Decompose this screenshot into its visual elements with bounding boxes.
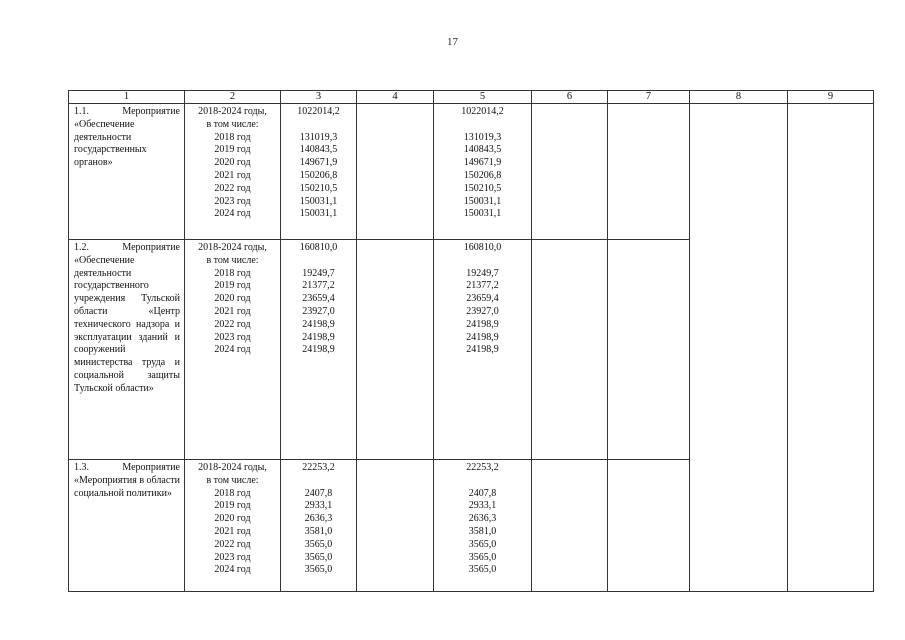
total-value: 160810,0 (463, 242, 502, 253)
col4-cell (357, 240, 434, 460)
year-value: 2407,8 (304, 487, 333, 499)
year-label: 2024 год (214, 344, 251, 356)
total-value: 1022014,2 (297, 106, 340, 117)
activity-title: 1.3. Мероприятие «Мероприятия в области социальной политики» (74, 462, 180, 499)
col3-cell (281, 104, 357, 240)
year-value: 2933,1 (468, 500, 497, 512)
year-value: 23659,4 (302, 293, 335, 305)
year-value: 3581,0 (304, 525, 333, 537)
col7-cell (608, 240, 690, 460)
year-value: 2407,8 (468, 487, 497, 499)
year-label: 2021 год (214, 305, 251, 317)
total-value: 160810,0 (299, 242, 338, 253)
year-label: 2023 год (214, 331, 251, 343)
year-label: 2022 год (214, 318, 251, 330)
activity-title-cell (69, 240, 185, 460)
year-value: 24198,9 (302, 344, 335, 356)
col5-cell (434, 104, 532, 240)
col4-cell (357, 104, 434, 240)
col3-cell (281, 240, 357, 460)
header-row (69, 91, 874, 104)
total-value: 22253,2 (302, 462, 335, 473)
year-label: 2022 год (214, 538, 251, 550)
col9-cell (788, 104, 874, 592)
period-label: 2018-2024 годы, в том числе: (198, 106, 267, 130)
year-label: 2024 год (214, 208, 251, 220)
year-value: 3565,0 (304, 538, 333, 550)
col-header-8: 8 (690, 91, 788, 104)
col4-cell (357, 460, 434, 592)
col3-cell (281, 460, 357, 592)
year-value: 2636,3 (468, 513, 497, 525)
col-header-2: 2 (185, 91, 281, 104)
year-value: 150210,5 (463, 182, 502, 194)
year-label: 2023 год (214, 195, 251, 207)
year-label: 2022 год (214, 182, 251, 194)
year-value: 131019,3 (299, 131, 338, 143)
col6-cell (532, 240, 608, 460)
year-value: 2636,3 (304, 513, 333, 525)
year-value: 24198,9 (302, 318, 335, 330)
col-header-3: 3 (281, 91, 357, 104)
year-value: 150210,5 (299, 182, 338, 194)
year-value: 23659,4 (466, 293, 499, 305)
total-value: 1022014,2 (461, 106, 504, 117)
year-value: 150206,8 (463, 169, 502, 181)
period-label: 2018-2024 годы, в том числе: (198, 462, 267, 486)
col-header-1: 1 (69, 91, 185, 104)
col8-cell (690, 104, 788, 592)
activity-title: 1.1. Мероприятие «Обеспечение деятельности государственных органов» (74, 106, 180, 169)
year-value: 23927,0 (302, 305, 335, 317)
year-value: 19249,7 (302, 267, 335, 279)
year-value: 150031,1 (299, 195, 338, 207)
year-value: 2933,1 (304, 500, 333, 512)
year-label: 2019 год (214, 144, 251, 156)
year-value: 24198,9 (466, 318, 499, 330)
year-value: 24198,9 (466, 331, 499, 343)
year-label: 2021 год (214, 169, 251, 181)
year-label: 2020 год (214, 513, 251, 525)
year-value: 150031,1 (463, 195, 502, 207)
year-value: 23927,0 (466, 305, 499, 317)
col5-cell (434, 240, 532, 460)
year-label: 2020 год (214, 157, 251, 169)
year-value: 19249,7 (466, 267, 499, 279)
col6-cell (532, 460, 608, 592)
period-cell (185, 460, 281, 592)
year-label: 2019 год (214, 500, 251, 512)
year-value: 3565,0 (468, 538, 497, 550)
period-label: 2018-2024 годы, в том числе: (198, 242, 267, 266)
col-header-6: 6 (532, 91, 608, 104)
year-value: 150031,1 (299, 208, 338, 220)
col-header-7: 7 (608, 91, 690, 104)
year-value: 24198,9 (466, 344, 499, 356)
year-value: 140843,5 (299, 144, 338, 156)
table-row (69, 104, 874, 240)
year-value: 3565,0 (468, 551, 497, 563)
activity-title-cell (69, 104, 185, 240)
activity-title-cell (69, 460, 185, 592)
year-label: 2021 год (214, 525, 251, 537)
year-label: 2020 год (214, 293, 251, 305)
year-value: 21377,2 (466, 280, 499, 292)
year-value: 150031,1 (463, 208, 502, 220)
period-cell (185, 104, 281, 240)
year-value: 150206,8 (299, 169, 338, 181)
col6-cell (532, 104, 608, 240)
year-value: 21377,2 (302, 280, 335, 292)
year-value: 140843,5 (463, 144, 502, 156)
page-number: 17 (447, 36, 458, 48)
funding-table (68, 90, 874, 592)
year-label: 2018 год (214, 487, 251, 499)
col-header-4: 4 (357, 91, 434, 104)
year-label: 2018 год (214, 267, 251, 279)
year-value: 3565,0 (468, 564, 497, 576)
year-value: 24198,9 (302, 331, 335, 343)
year-value: 149671,9 (299, 157, 338, 169)
year-value: 3565,0 (304, 564, 333, 576)
year-label: 2018 год (214, 131, 251, 143)
activity-title: 1.2. Мероприятие «Обеспечение деятельности государственного учреждения Тульской области «Центр технического надзора и эксплуатации зданий и сооружений министерства труда и социальной защиты Тульской области» (74, 242, 180, 394)
total-value: 22253,2 (466, 462, 499, 473)
period-cell (185, 240, 281, 460)
year-value: 131019,3 (463, 131, 502, 143)
year-value: 3581,0 (468, 525, 497, 537)
col-header-5: 5 (434, 91, 532, 104)
col7-cell (608, 460, 690, 592)
col7-cell (608, 104, 690, 240)
year-label: 2024 год (214, 564, 251, 576)
year-label: 2023 год (214, 551, 251, 563)
col-header-9: 9 (788, 91, 874, 104)
document-sheet (68, 90, 873, 592)
year-value: 3565,0 (304, 551, 333, 563)
col5-cell (434, 460, 532, 592)
year-value: 149671,9 (463, 157, 502, 169)
year-label: 2019 год (214, 280, 251, 292)
